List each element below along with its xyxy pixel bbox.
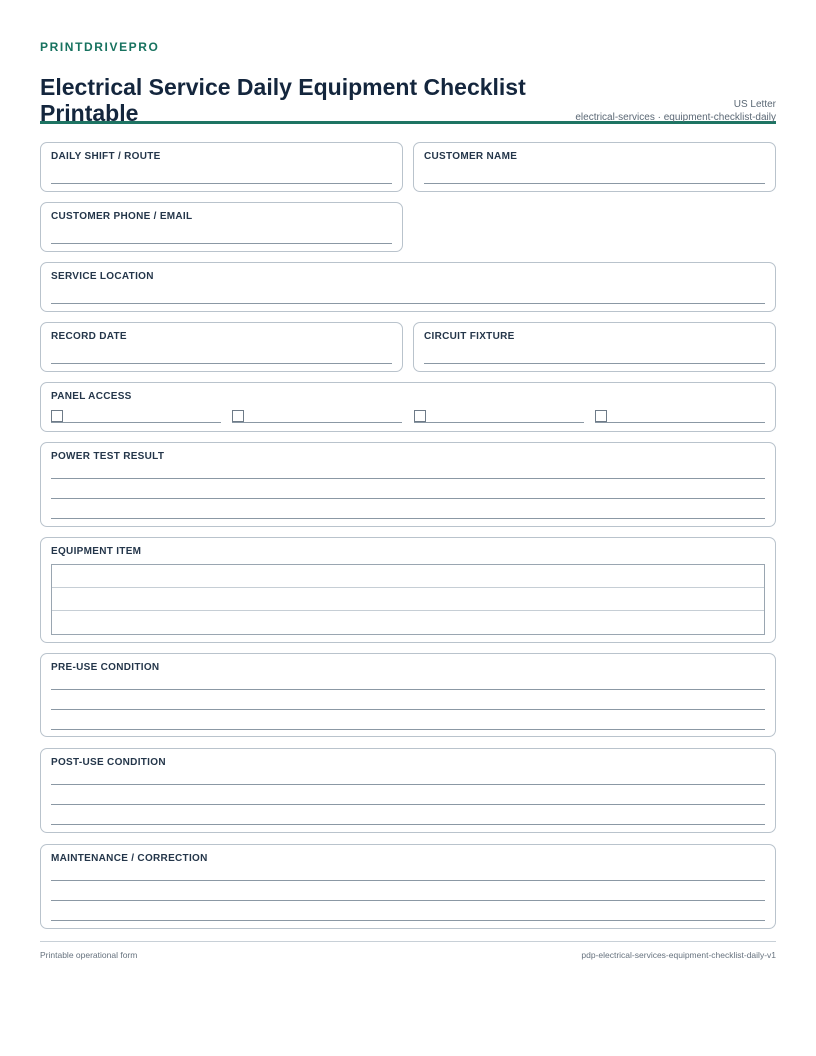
maintenance-correction-field[interactable] [40,844,776,929]
pre-use-condition-field[interactable] [40,653,776,737]
service-location-label: SERVICE LOCATION [51,271,154,282]
write-line[interactable] [51,183,392,184]
post-use-condition-label: POST-USE CONDITION [51,757,166,768]
customer-name-label: CUSTOMER NAME [424,151,518,162]
write-line[interactable] [51,900,765,901]
form-id: pdp-electrical-services-equipment-checklist-daily-v1 [581,950,776,960]
write-line[interactable] [51,804,765,805]
write-line[interactable] [51,518,765,519]
write-line[interactable] [51,880,765,881]
table-row[interactable] [52,588,764,611]
panel-access-option-2[interactable] [232,409,402,423]
circuit-fixture-label: CIRCUIT FIXTURE [424,331,515,342]
equipment-item-label: EQUIPMENT ITEM [51,546,142,557]
form-header [40,54,776,124]
write-line[interactable] [51,303,765,304]
power-test-result-field[interactable] [40,442,776,527]
write-line[interactable] [51,729,765,730]
table-row[interactable] [52,611,764,634]
footer-note: Printable operational form [40,950,138,960]
write-line[interactable] [51,498,765,499]
checkbox-icon[interactable] [595,410,607,422]
shift-route-label: DAILY SHIFT / ROUTE [51,151,161,162]
paper-size: US Letter [733,99,776,110]
record-date-field[interactable] [40,322,403,372]
equipment-item-field [40,537,776,643]
equipment-item-table [51,564,765,635]
record-date-label: RECORD DATE [51,331,127,342]
write-line[interactable] [424,183,765,184]
panel-access-option-3[interactable] [414,409,584,423]
write-line[interactable] [51,920,765,921]
write-line[interactable] [51,363,392,364]
post-use-condition-field[interactable] [40,748,776,833]
page-footer [40,941,776,960]
write-line[interactable] [51,478,765,479]
page-title: Electrical Service Daily Equipment Checklist Printable [40,74,526,126]
panel-access-label: PANEL ACCESS [51,391,132,402]
shift-route-field[interactable] [40,142,403,192]
write-line[interactable] [51,709,765,710]
service-location-field[interactable] [40,262,776,312]
customer-contact-label: CUSTOMER PHONE / EMAIL [51,211,193,222]
checkbox-icon[interactable] [414,410,426,422]
write-line[interactable] [51,689,765,690]
write-line[interactable] [51,824,765,825]
maintenance-correction-label: MAINTENANCE / CORRECTION [51,853,208,864]
panel-access-field [40,382,776,432]
power-test-result-label: POWER TEST RESULT [51,451,165,462]
form-slug: electrical-services · equipment-checklist-daily [575,112,776,123]
form-meta [575,98,776,124]
checkbox-icon[interactable] [51,410,63,422]
circuit-fixture-field[interactable] [413,322,776,372]
write-line[interactable] [51,784,765,785]
table-row[interactable] [52,565,764,588]
checkbox-icon[interactable] [232,410,244,422]
panel-access-option-4[interactable] [595,409,765,423]
customer-name-field[interactable] [413,142,776,192]
write-line[interactable] [424,363,765,364]
brand-name: PRINTDRIVEPRO [40,40,160,54]
customer-contact-field[interactable] [40,202,403,252]
form-page [40,40,776,124]
write-line[interactable] [51,243,392,244]
panel-access-option-1[interactable] [51,409,221,423]
pre-use-condition-label: PRE-USE CONDITION [51,662,160,673]
